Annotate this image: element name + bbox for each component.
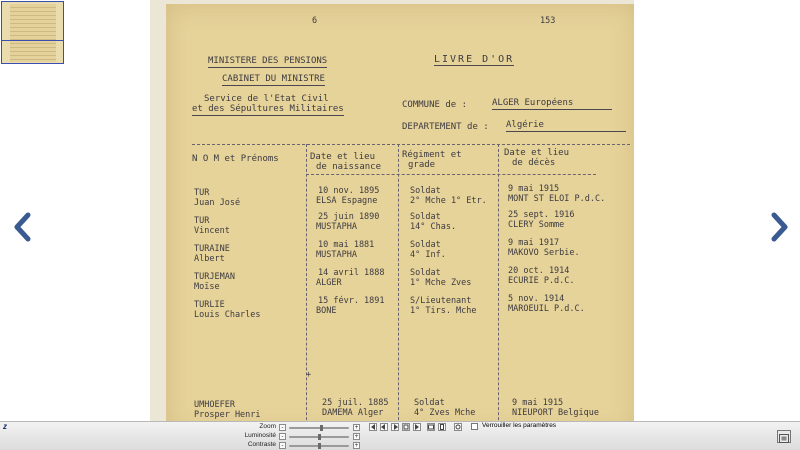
rotate-right-button[interactable] — [391, 423, 399, 431]
row-firstname: Moïse — [194, 282, 220, 292]
row-firstname: Louis Charles — [194, 310, 261, 320]
thumbnail-viewport-frame[interactable] — [2, 2, 63, 41]
service-line-1: Service de l'Etat Civil — [204, 94, 329, 104]
row-grade: Soldat — [410, 240, 441, 250]
chevron-left-icon — [12, 212, 34, 242]
row-death-place: NIEUPORT Belgique — [512, 408, 599, 418]
contraste-increase-button[interactable]: + — [354, 443, 359, 449]
previous-page-button[interactable] — [12, 212, 34, 242]
reset-button[interactable] — [454, 423, 462, 431]
row-name: TURLIE — [194, 300, 225, 310]
cabinet-title: CABINET DU MINISTRE — [222, 74, 325, 84]
column-header-regiment-1: Régiment et — [402, 150, 462, 160]
departement-value: Algérie — [506, 120, 626, 132]
column-header-deces-1: Date et lieu — [504, 148, 570, 158]
column-header-naissance-1: Date et lieu — [310, 152, 376, 162]
livre-dor-title: LIVRE D'OR — [434, 54, 515, 65]
row-birth-place: ELSA Espagne — [316, 196, 378, 206]
row-firstname: Vincent — [194, 226, 230, 236]
fullscreen-button[interactable] — [777, 430, 791, 443]
row-grade: S/Lieutenant — [410, 296, 472, 306]
row-death-date: 9 mai 1917 — [508, 238, 560, 248]
row-grade: Soldat — [414, 398, 445, 408]
skip-back-icon — [370, 424, 376, 430]
departement-label: DEPARTEMENT de : — [402, 122, 489, 132]
column-separator — [398, 144, 399, 421]
row-regiment: 1° Tirs. Mche — [410, 306, 477, 316]
row-regiment: 4° Inf. — [410, 250, 446, 260]
row-birth-date: 15 févr. 1891 — [318, 296, 385, 306]
zoom-in-button[interactable]: + — [354, 425, 359, 431]
header-separator-line — [192, 144, 630, 145]
zoom-label: Zoom — [259, 423, 276, 430]
row-birth-date: 25 juin 1890 — [318, 212, 380, 222]
row-birth-place: DAMEMA Alger — [322, 408, 384, 418]
row-death-place: CLERY Somme — [508, 220, 565, 230]
row-death-place: MAROEUIL P.d.C. — [508, 304, 585, 314]
page-number-left: 6 — [312, 16, 318, 26]
fit-page-button[interactable] — [438, 423, 446, 431]
first-page-button[interactable] — [369, 423, 377, 431]
fit-width-icon — [428, 424, 434, 430]
column-separator — [498, 144, 499, 421]
row-name: TUR — [194, 188, 210, 198]
last-page-button[interactable] — [413, 423, 421, 431]
row-death-place: MAKOVO Serbie. — [508, 248, 580, 258]
plus-mark: + — [306, 370, 312, 380]
row-death-date: 9 mai 1915 — [508, 184, 560, 194]
row-name: TUR — [194, 216, 210, 226]
row-birth-date: 10 mai 1881 — [318, 240, 375, 250]
zoom-slider-handle[interactable] — [320, 425, 323, 431]
flip-icon — [403, 424, 409, 430]
row-birth-date: 14 avril 1888 — [318, 268, 385, 278]
ministry-title: MINISTERE DES PENSIONS — [208, 56, 328, 66]
row-death-date: 9 mai 1915 — [512, 398, 564, 408]
header-underline — [306, 174, 596, 175]
column-header-regiment-2: grade — [408, 160, 436, 170]
skip-forward-icon — [414, 424, 420, 430]
lock-settings-checkbox[interactable] — [471, 423, 478, 430]
rotate-left-icon — [381, 424, 387, 430]
luminosite-decrease-button[interactable]: - — [279, 433, 286, 440]
page-thumbnail[interactable] — [1, 1, 64, 64]
row-firstname: Prosper Henri — [194, 410, 261, 420]
contraste-slider-handle[interactable] — [318, 443, 321, 449]
page-number-right: 153 — [540, 16, 556, 26]
row-name: TURAINE — [194, 244, 230, 254]
luminosite-slider[interactable] — [289, 436, 349, 438]
row-grade: Soldat — [410, 212, 441, 222]
flip-button[interactable] — [402, 423, 410, 431]
row-regiment: 1° Mche Zves — [410, 278, 472, 288]
column-header-nom: N O M et Prénoms — [192, 154, 279, 164]
contraste-decrease-button[interactable]: - — [279, 442, 286, 449]
service-line-2: et des Sépultures Militaires — [192, 104, 344, 114]
reset-icon — [455, 424, 461, 430]
rotate-left-button[interactable] — [380, 423, 388, 431]
row-name: UMHOEFER — [194, 400, 235, 410]
fullscreen-icon — [778, 433, 790, 444]
row-death-place: ECURIE P.d.C. — [508, 276, 575, 286]
row-birth-place: MUSTAPHA — [316, 222, 357, 232]
viewer-toolbar — [0, 421, 800, 450]
fit-width-button[interactable] — [427, 423, 435, 431]
row-firstname: Juan José — [194, 198, 241, 208]
row-birth-date: 25 juil. 1885 — [322, 398, 389, 408]
lock-settings-label: Verrouiller les paramètres — [482, 422, 557, 429]
row-name: TURJEMAN — [194, 272, 235, 282]
row-birth-place: BONE — [316, 306, 337, 316]
row-birth-date: 10 nov. 1895 — [318, 186, 380, 196]
row-grade: Soldat — [410, 268, 441, 278]
commune-value: ALGER Européens — [492, 98, 612, 110]
zoom-out-button[interactable]: - — [279, 424, 286, 431]
row-death-place: MONT ST ELOI P.d.C. — [508, 194, 606, 204]
row-death-date: 5 nov. 1914 — [508, 294, 565, 304]
row-regiment: 4° Zves Mche — [414, 408, 476, 418]
chevron-right-icon — [768, 212, 790, 242]
row-death-date: 20 oct. 1914 — [508, 266, 570, 276]
document-viewer[interactable] — [150, 0, 634, 421]
contraste-slider[interactable] — [289, 445, 349, 447]
row-regiment: 14° Chas. — [410, 222, 457, 232]
row-birth-place: ALGER — [316, 278, 342, 288]
luminosite-label: Luminosité — [244, 432, 276, 439]
viewer-logo: z — [3, 422, 7, 431]
column-header-deces-2: de décès — [512, 158, 556, 168]
row-grade: Soldat — [410, 186, 441, 196]
row-regiment: 2° Mche 1° Etr. — [410, 196, 487, 206]
contraste-label: Contraste — [247, 441, 276, 448]
row-firstname: Albert — [194, 254, 225, 264]
luminosite-increase-button[interactable]: + — [354, 434, 359, 440]
luminosite-slider-handle[interactable] — [318, 434, 321, 440]
row-death-date: 25 sept. 1916 — [508, 210, 575, 220]
commune-label: COMMUNE de : — [402, 100, 468, 110]
fit-page-icon — [439, 424, 445, 430]
row-birth-place: MUSTAPHA — [316, 250, 357, 260]
zoom-slider[interactable] — [289, 427, 349, 429]
next-page-button[interactable] — [768, 212, 790, 242]
column-header-naissance-2: de naissance — [316, 162, 382, 172]
rotate-right-icon — [392, 424, 398, 430]
scanned-page — [166, 4, 634, 421]
